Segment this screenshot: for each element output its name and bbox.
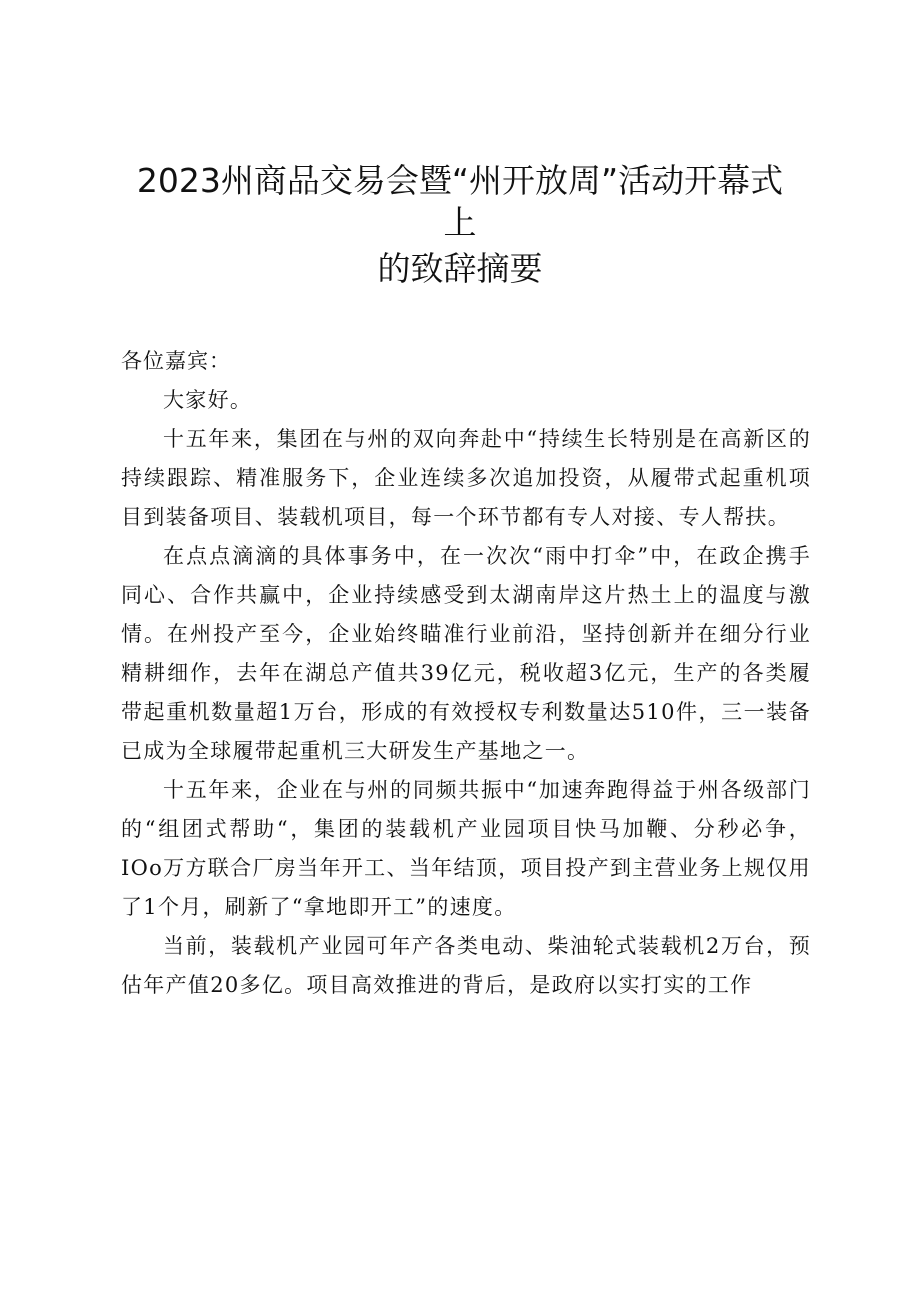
paragraph-loader-industrial-park: 十五年来，企业在与州的同频共振中“加速奔跑得益于州各级部门的“组团式帮助“，集团的装载机产业园项目快马加鞭、分秒必争，IOo万方联合厂房当年开工、当年结顶，项目投产到主营业务上规仅用了1个月，刷新了“拿地即开工”的速度。 [121, 778, 811, 919]
title-line-2: 上 [443, 203, 477, 242]
title-line-3: 的致辞摘要 [377, 249, 543, 288]
document-title [110, 160, 810, 290]
paragraph-current-capacity: 当前，装载机产业园可年产各类电动、柴油轮式装载机2万台，预估年产值20多亿。项目高效推进的背后，是政府以实打实的工作 [121, 934, 811, 997]
salutation: 各位嘉宾： [121, 349, 231, 373]
paragraph-fifteen-years-investment: 十五年来，集团在与州的双向奔赴中“持续生长特别是在高新区的持续跟踪、精准服务下，企业连续多次追加投资，从履带式起重机项目到装备项目、装载机项目，每一个环节都有专人对接、专人帮扶。 [121, 427, 811, 529]
paragraph-achievements: 在点点滴滴的具体事务中，在一次次“雨中打伞”中，在政企携手同心、合作共赢中，企业持续感受到太湖南岸这片热土上的温度与激情。在州投产至今，企业始终瞄准行业前沿，坚持创新并在细分行业精耕细作，去年在湖总产值共39亿元，税收超3亿元，生产的各类履带起重机数量超1万台，形成的有效授权专利数量达510件，三一装备已成为全球履带起重机三大研发生产基地之一。 [121, 544, 811, 763]
paragraph-greeting: 大家好。 [163, 388, 253, 412]
document-body [121, 342, 811, 1005]
title-line-1: 2023州商品交易会暨“州开放周”活动开幕式 [136, 161, 784, 200]
